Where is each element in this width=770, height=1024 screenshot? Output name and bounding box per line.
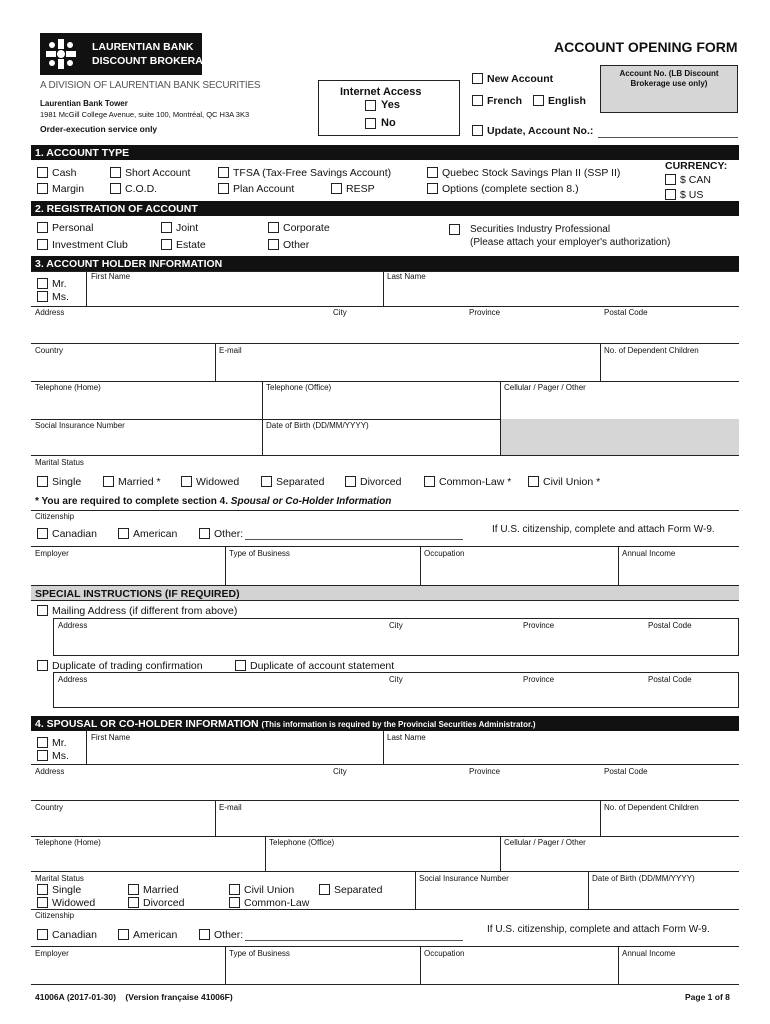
corporate-label: Corporate	[283, 222, 330, 234]
shaded-field	[500, 419, 739, 455]
mr-label: Mr.	[52, 278, 67, 290]
form-title: ACCOUNT OPENING FORM	[554, 39, 738, 55]
canadian-checkbox[interactable]	[37, 528, 48, 539]
personal-label: Personal	[52, 222, 94, 234]
section4-note	[35, 497, 391, 507]
french-checkbox[interactable]	[472, 95, 483, 106]
common-law-checkbox[interactable]	[424, 476, 435, 487]
section4-title-note: (This information is required by the Provincial Securities Administrator.)	[261, 720, 536, 729]
investment-club-label: Investment Club	[52, 239, 128, 251]
s4-separated-label: Separated	[334, 884, 383, 896]
postal-code-field[interactable]: Postal Code	[604, 308, 648, 317]
mailing-address-label: Mailing Address (if different from above)	[52, 605, 238, 617]
special-instructions-bar: SPECIAL INSTRUCTIONS (IF REQUIRED)	[31, 586, 739, 601]
s4-separated-checkbox[interactable]	[319, 884, 330, 895]
employer-field[interactable]: Employer	[35, 549, 69, 558]
investment-club-checkbox[interactable]	[37, 239, 48, 250]
widowed-checkbox[interactable]	[181, 476, 192, 487]
currency-label: CURRENCY:	[665, 160, 728, 172]
estate-label: Estate	[176, 239, 206, 251]
single-label: Single	[52, 476, 82, 488]
currency-can-checkbox[interactable]	[665, 174, 676, 185]
note-italic: Spousal or Co-Holder Information	[230, 496, 392, 507]
married-checkbox[interactable]	[103, 476, 114, 487]
s4-canadian-label: Canadian	[52, 929, 97, 941]
sip-label: Securities Industry Professional	[470, 224, 611, 235]
personal-checkbox[interactable]	[37, 222, 48, 233]
short-account-checkbox[interactable]	[110, 167, 121, 178]
joint-label: Joint	[176, 222, 199, 234]
dob-field[interactable]: Date of Birth (DD/MM/YYYY)	[266, 421, 369, 430]
note-prefix: * You are required to complete section 4.	[35, 496, 231, 507]
other-registration-label: Other	[283, 239, 310, 251]
tower-text: Laurentian Bank Tower	[40, 99, 128, 108]
dependents-field[interactable]: No. of Dependent Children	[604, 346, 699, 355]
s4-dob-field[interactable]: Date of Birth (DD/MM/YYYY)	[592, 874, 695, 883]
occupation-field[interactable]: Occupation	[424, 549, 465, 558]
s4-civil-union-checkbox[interactable]	[229, 884, 240, 895]
currency-us-label: $ US	[680, 189, 704, 201]
section4-title: 4. SPOUSAL OR CO-HOLDER INFORMATION	[35, 718, 259, 730]
s4-other-citizenship-label: Other:	[214, 929, 244, 941]
civil-union-checkbox[interactable]	[528, 476, 539, 487]
citizenship-label: Citizenship	[35, 512, 75, 521]
s4-civil-union-label: Civil Union	[244, 884, 295, 896]
canadian-label: Canadian	[52, 528, 97, 540]
short-account-label: Short Account	[125, 167, 191, 179]
duplicate-city-field[interactable]: City	[389, 675, 403, 684]
tel-office-field[interactable]: Telephone (Office)	[266, 383, 332, 392]
currency-can-label: $ CAN	[680, 174, 711, 186]
s4-city-field[interactable]: City	[333, 767, 347, 776]
province-field[interactable]: Province	[469, 308, 501, 317]
other-citizenship-line[interactable]	[245, 539, 463, 540]
sip-note: (Please attach your employer's authorization)	[470, 237, 671, 248]
s4-single-label: Single	[52, 884, 82, 896]
civil-union-label: Civil Union *	[543, 476, 601, 488]
update-account-line[interactable]	[598, 137, 738, 138]
mailing-postal-field[interactable]: Postal Code	[648, 621, 692, 630]
s4-cell-field[interactable]: Cellular / Pager / Other	[504, 838, 586, 847]
sin-field[interactable]: Social Insurance Number	[35, 421, 125, 430]
s4-business-field[interactable]: Type of Business	[229, 949, 290, 958]
dup-trade-checkbox[interactable]	[37, 660, 48, 671]
s4-income-field[interactable]: Annual Income	[622, 949, 676, 958]
other-citizenship-checkbox[interactable]	[199, 528, 210, 539]
cod-checkbox[interactable]	[110, 183, 121, 194]
internet-yes-checkbox[interactable]	[365, 100, 376, 111]
s4-ms-label: Ms.	[52, 750, 69, 762]
mailing-province-field[interactable]: Province	[523, 621, 555, 630]
separated-checkbox[interactable]	[261, 476, 272, 487]
logo-line2: DISCOUNT BROKERAGE	[92, 55, 219, 67]
s4-other-citizenship-line[interactable]	[245, 940, 463, 941]
options-label: Options (complete section 8.)	[442, 183, 579, 195]
divorced-checkbox[interactable]	[345, 476, 356, 487]
estate-checkbox[interactable]	[161, 239, 172, 250]
tel-home-field[interactable]: Telephone (Home)	[35, 383, 101, 392]
email-field[interactable]: E-mail	[219, 346, 242, 355]
s4-divorced-checkbox[interactable]	[128, 897, 139, 908]
s4-email-field[interactable]: E-mail	[219, 803, 242, 812]
s4-citizenship-label: Citizenship	[35, 911, 75, 920]
s4-canadian-checkbox[interactable]	[37, 929, 48, 940]
cash-label: Cash	[52, 167, 77, 179]
section4-bar	[31, 716, 739, 731]
s4-common-law-checkbox[interactable]	[229, 897, 240, 908]
duplicate-province-field[interactable]: Province	[523, 675, 555, 684]
s4-mr-label: Mr.	[52, 737, 67, 749]
english-label: English	[548, 95, 586, 107]
single-checkbox[interactable]	[37, 476, 48, 487]
s4-single-checkbox[interactable]	[37, 884, 48, 895]
page-number: Page 1 of 8	[685, 992, 730, 1002]
s4-widowed-label: Widowed	[52, 897, 96, 909]
update-account-checkbox[interactable]	[472, 125, 483, 136]
s4-widowed-checkbox[interactable]	[37, 897, 48, 908]
s4-marital-label: Marital Status	[35, 874, 84, 883]
mailing-address-checkbox[interactable]	[37, 605, 48, 616]
w9-note: If U.S. citizenship, complete and attach Form W-9.	[492, 524, 715, 535]
other-registration-checkbox[interactable]	[268, 239, 279, 250]
last-name-field[interactable]: Last Name	[387, 272, 426, 281]
s4-mr-checkbox[interactable]	[37, 737, 48, 748]
s4-dependents-field[interactable]: No. of Dependent Children	[604, 803, 699, 812]
cod-label: C.O.D.	[125, 183, 158, 195]
s4-divorced-label: Divorced	[143, 897, 185, 909]
internet-no-checkbox[interactable]	[365, 118, 376, 129]
s4-employer-field[interactable]: Employer	[35, 949, 69, 958]
american-label: American	[133, 528, 178, 540]
corporate-checkbox[interactable]	[268, 222, 279, 233]
cash-checkbox[interactable]	[37, 167, 48, 178]
business-field[interactable]: Type of Business	[229, 549, 290, 558]
logo-line1: LAURENTIAN BANK	[92, 41, 194, 53]
address-field[interactable]: Address	[35, 308, 65, 317]
s4-occupation-field[interactable]: Occupation	[424, 949, 465, 958]
french-label: French	[487, 95, 523, 107]
internet-yes-label: Yes	[381, 99, 400, 111]
s4-sin-field[interactable]: Social Insurance Number	[419, 874, 509, 883]
duplicate-address-field[interactable]: Address	[58, 675, 88, 684]
dup-statement-label: Duplicate of account statement	[250, 660, 395, 672]
tfsa-checkbox[interactable]	[218, 167, 229, 178]
mailing-city-field[interactable]: City	[389, 621, 403, 630]
widowed-label: Widowed	[196, 476, 240, 488]
new-account-label: New Account	[487, 73, 554, 85]
city-field[interactable]: City	[333, 308, 347, 317]
update-account-label: Update, Account No.:	[487, 125, 594, 137]
s4-married-checkbox[interactable]	[128, 884, 139, 895]
logo-emblem-icon	[44, 37, 78, 71]
tfsa-label: TFSA (Tax-Free Savings Account)	[233, 167, 392, 179]
service-text: Order-execution service only	[40, 124, 158, 134]
dup-trade-label: Duplicate of trading confirmation	[52, 660, 203, 672]
s4-common-law-label: Common-Law	[244, 897, 310, 909]
options-checkbox[interactable]	[427, 183, 438, 194]
margin-checkbox[interactable]	[37, 183, 48, 194]
other-citizenship-label: Other:	[214, 528, 244, 540]
first-name-field[interactable]: First Name	[91, 272, 131, 281]
s4-postal-field[interactable]: Postal Code	[604, 767, 648, 776]
ms-label: Ms.	[52, 291, 69, 303]
s4-last-name-field[interactable]: Last Name	[387, 733, 426, 742]
joint-checkbox[interactable]	[161, 222, 172, 233]
mailing-address-field[interactable]: Address	[58, 621, 88, 630]
new-account-checkbox[interactable]	[472, 73, 483, 84]
common-law-label: Common-Law *	[439, 476, 512, 488]
divorced-label: Divorced	[360, 476, 402, 488]
s4-tel-home-field[interactable]: Telephone (Home)	[35, 838, 101, 847]
s4-other-citizenship-checkbox[interactable]	[199, 929, 210, 940]
s4-tel-office-field[interactable]: Telephone (Office)	[269, 838, 335, 847]
s4-married-label: Married	[143, 884, 179, 896]
internet-no-label: No	[381, 117, 396, 129]
cell-field[interactable]: Cellular / Pager / Other	[504, 383, 586, 392]
married-label: Married *	[118, 476, 161, 488]
s4-ms-checkbox[interactable]	[37, 750, 48, 761]
plan-account-checkbox[interactable]	[218, 183, 229, 194]
ms-checkbox[interactable]	[37, 291, 48, 302]
s4-american-label: American	[133, 929, 178, 941]
resp-label: RESP	[346, 183, 375, 195]
dup-statement-checkbox[interactable]	[235, 660, 246, 671]
logo	[40, 33, 219, 75]
s4-province-field[interactable]: Province	[469, 767, 501, 776]
internet-access-label: Internet Access	[340, 86, 422, 98]
s4-first-name-field[interactable]: First Name	[91, 733, 131, 742]
section3-bar: 3. ACCOUNT HOLDER INFORMATION	[31, 256, 739, 271]
s4-american-checkbox[interactable]	[118, 929, 129, 940]
s4-address-field[interactable]: Address	[35, 767, 65, 776]
qssp-label: Quebec Stock Savings Plan II (SSP II)	[442, 167, 621, 179]
s4-country-field[interactable]: Country	[35, 803, 64, 812]
country-field[interactable]: Country	[35, 346, 64, 355]
form-code: 41006A (2017-01-30) (Version française 41006F)	[35, 992, 233, 1002]
american-checkbox[interactable]	[118, 528, 129, 539]
s4-w9-note: If U.S. citizenship, complete and attach Form W-9.	[487, 924, 710, 935]
division-text: A DIVISION OF LAURENTIAN BANK SECURITIES	[40, 80, 261, 91]
english-checkbox[interactable]	[533, 95, 544, 106]
qssp-checkbox[interactable]	[427, 167, 438, 178]
sip-checkbox[interactable]	[449, 224, 460, 235]
margin-label: Margin	[52, 183, 85, 195]
income-field[interactable]: Annual Income	[622, 549, 676, 558]
plan-account-label: Plan Account	[233, 183, 295, 195]
account-no-label: Account No. (LB Discount Brokerage use only)	[619, 69, 719, 88]
mr-checkbox[interactable]	[37, 278, 48, 289]
duplicate-postal-field[interactable]: Postal Code	[648, 675, 692, 684]
section1-bar: 1. ACCOUNT TYPE	[31, 145, 739, 160]
currency-us-checkbox[interactable]	[665, 189, 676, 200]
account-no-box	[600, 65, 738, 113]
resp-checkbox[interactable]	[331, 183, 342, 194]
separated-label: Separated	[276, 476, 325, 488]
section2-bar: 2. REGISTRATION OF ACCOUNT	[31, 201, 739, 216]
address-text: 1981 McGill College Avenue, suite 100, Montréal, QC H3A 3K3	[40, 110, 250, 119]
marital-status-label: Marital Status	[35, 458, 84, 467]
